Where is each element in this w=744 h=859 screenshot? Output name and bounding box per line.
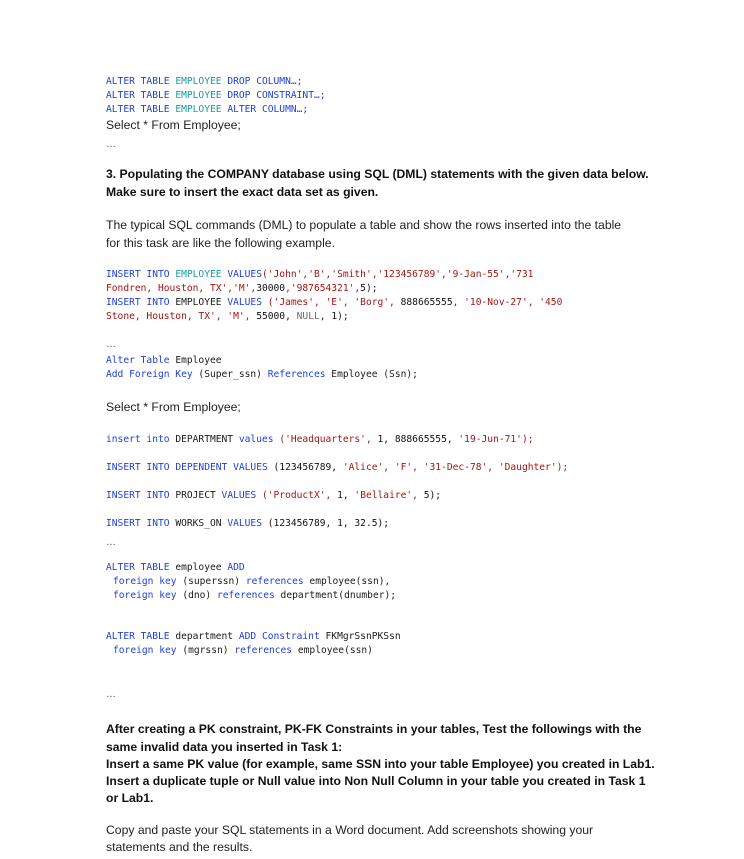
- sql-table-name: EMPLOYEE: [175, 76, 222, 87]
- insert-employee-james-line1: [106, 296, 562, 310]
- alter-drop-column-line: [106, 75, 302, 89]
- sql-table-name: EMPLOYEE: [175, 297, 222, 308]
- sql-keyword: references: [217, 590, 275, 601]
- sql-string: '31-Dec-78',: [423, 462, 494, 473]
- sql-columns: (mgrssn): [182, 645, 229, 656]
- sql-number: 888665555,: [394, 434, 453, 445]
- alter-employee-add-line3: [113, 589, 396, 603]
- closing-line1: Copy and paste your SQL statements in a Word document. Add screenshots showing your: [106, 823, 594, 837]
- sql-keyword: INSERT INTO: [106, 462, 170, 473]
- sql-keyword: INSERT INTO: [106, 297, 170, 308]
- sql-number: 888665555: [400, 297, 453, 308]
- sql-keyword: ADD Constraint: [238, 631, 320, 642]
- insert-dependent-line: [106, 461, 568, 475]
- sql-string: 'Daughter');: [498, 462, 569, 473]
- sql-number: 1,: [377, 434, 390, 445]
- sql-table-name: employee: [175, 562, 222, 573]
- sql-keyword: insert into: [106, 434, 170, 445]
- insert-department-line: [106, 433, 534, 447]
- sql-keyword: foreign key: [113, 576, 177, 587]
- task3-heading-line1: 3. Populating the COMPANY database using SQL (DML) statements with the given data below.: [106, 167, 649, 181]
- alter-department-line1: [106, 630, 401, 644]
- alter-department-line2: [113, 644, 373, 658]
- sql-keyword: VALUES: [227, 518, 262, 529]
- insert-employee-john-line2: [106, 282, 378, 296]
- insert-employee-john-line1: [106, 268, 533, 282]
- sql-keyword: VALUES: [233, 462, 268, 473]
- sql-keyword: foreign key: [113, 590, 177, 601]
- sql-columns: (Super_ssn): [198, 369, 262, 380]
- sql-keyword: INSERT INTO: [106, 269, 170, 280]
- sql-number: 1: [331, 311, 338, 322]
- sql-string: ('James', 'E', 'Borg',: [267, 297, 395, 308]
- sql-string: Fondren, Houston, TX','M',: [106, 283, 257, 294]
- sql-string: ('ProductX',: [261, 490, 332, 501]
- sql-table-name: DEPENDENT: [175, 462, 228, 473]
- sql-keyword: ALTER TABLE: [106, 631, 170, 642]
- ellipsis: …: [106, 537, 116, 548]
- sql-ellipsis: …;: [296, 104, 309, 115]
- sql-columns: (dno): [182, 590, 212, 601]
- sql-string: ('Headquarters',: [279, 434, 372, 445]
- alter-drop-constraint-line: [106, 89, 326, 103]
- sql-string: 'Alice',: [342, 462, 390, 473]
- sql-string: 'F',: [394, 462, 418, 473]
- sql-constraint-name: FKMgrSsnPKSsn: [325, 631, 401, 642]
- sql-keyword: ALTER TABLE: [106, 76, 170, 87]
- sql-table-name: DEPARTMENT: [175, 434, 234, 445]
- sql-string: 'Bellaire',: [354, 490, 418, 501]
- select-employee-line-2: Select * From Employee;: [106, 400, 241, 414]
- sql-keyword: ALTER COLUMN: [227, 104, 297, 115]
- ellipsis: …: [106, 339, 116, 350]
- sql-keyword: references: [234, 645, 293, 656]
- sql-keyword: INSERT INTO: [106, 490, 170, 501]
- sql-table-name: Employee: [175, 355, 222, 366]
- alter-employee-fk-line2: [106, 368, 418, 382]
- sql-reference: Employee (Ssn);: [331, 369, 418, 380]
- sql-reference: employee(ssn),: [309, 576, 391, 587]
- sql-keyword: Add Foreign Key: [106, 369, 193, 380]
- sql-number: (123456789, 1, 32.5);: [267, 518, 390, 529]
- sql-number: 5);: [423, 490, 442, 501]
- sql-keyword: ALTER TABLE: [106, 562, 170, 573]
- test-line2: same invalid data you inserted in Task 1:: [106, 740, 343, 754]
- alter-alter-column-line: [106, 103, 308, 117]
- sql-keyword: ALTER TABLE: [106, 90, 170, 101]
- sql-string: '19-Jun-71');: [458, 434, 534, 445]
- sql-null: NULL: [296, 311, 320, 322]
- sql-table-name: EMPLOYEE: [175, 269, 222, 280]
- sql-string: , '10-Nov-27', '450: [452, 297, 563, 308]
- sql-columns: (superssn): [182, 576, 241, 587]
- select-employee-line: Select * From Employee;: [106, 118, 241, 132]
- insert-employee-james-line2: Stone, Houston, TX', 'M', 55000, NULL, 1);: [106, 311, 349, 322]
- ellipsis: …: [106, 689, 116, 700]
- sql-keyword: foreign key: [113, 645, 177, 656]
- sql-table-name: PROJECT: [175, 490, 216, 501]
- sql-string: ('John','B','Smith','123456789','9-Jan-55','731: [261, 269, 534, 280]
- ellipsis: …: [106, 139, 116, 150]
- sql-string: Stone, Houston, TX', 'M',: [106, 311, 251, 322]
- sql-punct: );: [337, 311, 349, 322]
- sql-keyword: VALUES: [227, 269, 262, 280]
- sql-table-name: WORKS_ON: [175, 518, 222, 529]
- sql-number: 30000: [256, 283, 286, 294]
- sql-ellipsis: …;: [313, 90, 326, 101]
- sql-reference: employee(ssn): [297, 645, 373, 656]
- test-line4: Insert a duplicate tuple or Null value into Non Null Column in your table you created in Task 1: [106, 774, 646, 788]
- alter-employee-fk-line1: [106, 354, 222, 368]
- sql-ellipsis: …;: [290, 76, 303, 87]
- test-line5: or Lab1.: [106, 791, 154, 805]
- sql-number: 55000: [256, 311, 286, 322]
- insert-works-on-line: [106, 517, 389, 531]
- sql-number: 5: [360, 283, 366, 294]
- sql-keyword: VALUES: [221, 490, 257, 501]
- sql-keyword: VALUES: [227, 297, 262, 308]
- task3-intro-line2: for this task are like the following example.: [106, 236, 335, 250]
- sql-punct: );: [365, 283, 378, 294]
- sql-table-name: department: [175, 631, 234, 642]
- sql-string: ,'987654321',: [285, 283, 361, 294]
- task3-heading-line2: Make sure to insert the exact data set as given.: [106, 185, 379, 199]
- sql-table-name: EMPLOYEE: [175, 90, 222, 101]
- sql-keyword: Alter Table: [106, 355, 170, 366]
- sql-number: 1,: [337, 490, 349, 501]
- sql-keyword: ALTER TABLE: [106, 104, 170, 115]
- sql-keyword: ADD: [227, 562, 245, 573]
- alter-employee-add-line2: [113, 575, 390, 589]
- sql-table-name: EMPLOYEE: [175, 104, 222, 115]
- sql-keyword: references: [245, 576, 304, 587]
- alter-employee-add-line1: [106, 561, 245, 575]
- sql-number: (123456789,: [273, 462, 338, 473]
- test-line1: After creating a PK constraint, PK-FK Constraints in your tables, Test the followings with the: [106, 722, 642, 736]
- task3-intro-line1: The typical SQL commands (DML) to populate a table and show the rows inserted into the table: [106, 218, 622, 232]
- insert-project-line: [106, 489, 441, 503]
- sql-reference: department(dnumber);: [280, 590, 397, 601]
- sql-keyword: DROP CONSTRAINT: [227, 90, 314, 101]
- test-line3: Insert a same PK value (for example, same SSN into your table Employee) you created in Lab1.: [106, 757, 655, 771]
- closing-line2: statements and the results.: [106, 840, 253, 854]
- sql-keyword: DROP COLUMN: [227, 76, 291, 87]
- sql-keyword: values: [238, 434, 274, 445]
- sql-keyword: INSERT INTO: [106, 518, 170, 529]
- sql-keyword: References: [267, 369, 326, 380]
